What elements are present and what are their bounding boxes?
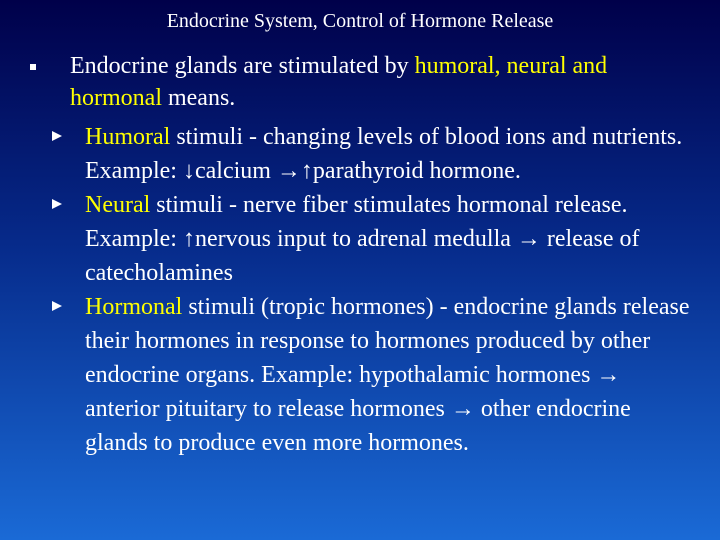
square-bullet-icon	[30, 64, 36, 70]
slide-title: Endocrine System, Control of Hormone Release	[166, 10, 554, 32]
subpoint-list	[52, 120, 692, 460]
subpoint-highlight: Humoral	[85, 124, 171, 150]
subpoint-neural	[52, 188, 692, 290]
triangle-bullet-icon	[52, 131, 62, 141]
subpoint-humoral	[52, 120, 692, 188]
main-point-pre: Endocrine glands are stimulated by	[70, 53, 415, 79]
triangle-bullet-icon	[52, 301, 62, 311]
subpoint-hormonal	[52, 290, 692, 460]
subpoint-highlight: Hormonal	[85, 294, 183, 320]
main-point-highlight: humoral, neural and hormonal	[70, 53, 608, 111]
subpoint-text: stimuli (tropic hormones) - endocrine glands release their hormones in response to hormones produced by other endocrine organs. Example: hypothalamic hormones → anterior pituitary to release hormones → other endocrine glands to produce even more hormones.	[85, 294, 690, 456]
subpoint-text: stimuli - nerve fiber stimulates hormonal release. Example: ↑nervous input to adrenal medulla → release of catecholamines	[85, 192, 640, 286]
main-bullet-point	[30, 50, 690, 114]
main-point-post: means.	[161, 85, 236, 111]
subpoint-highlight: Neural	[85, 192, 151, 218]
main-point-text	[70, 50, 690, 114]
triangle-bullet-icon	[52, 199, 62, 209]
subpoint-text: stimuli - changing levels of blood ions and nutrients. Example: ↓calcium →↑parathyroid hormone.	[85, 124, 683, 184]
